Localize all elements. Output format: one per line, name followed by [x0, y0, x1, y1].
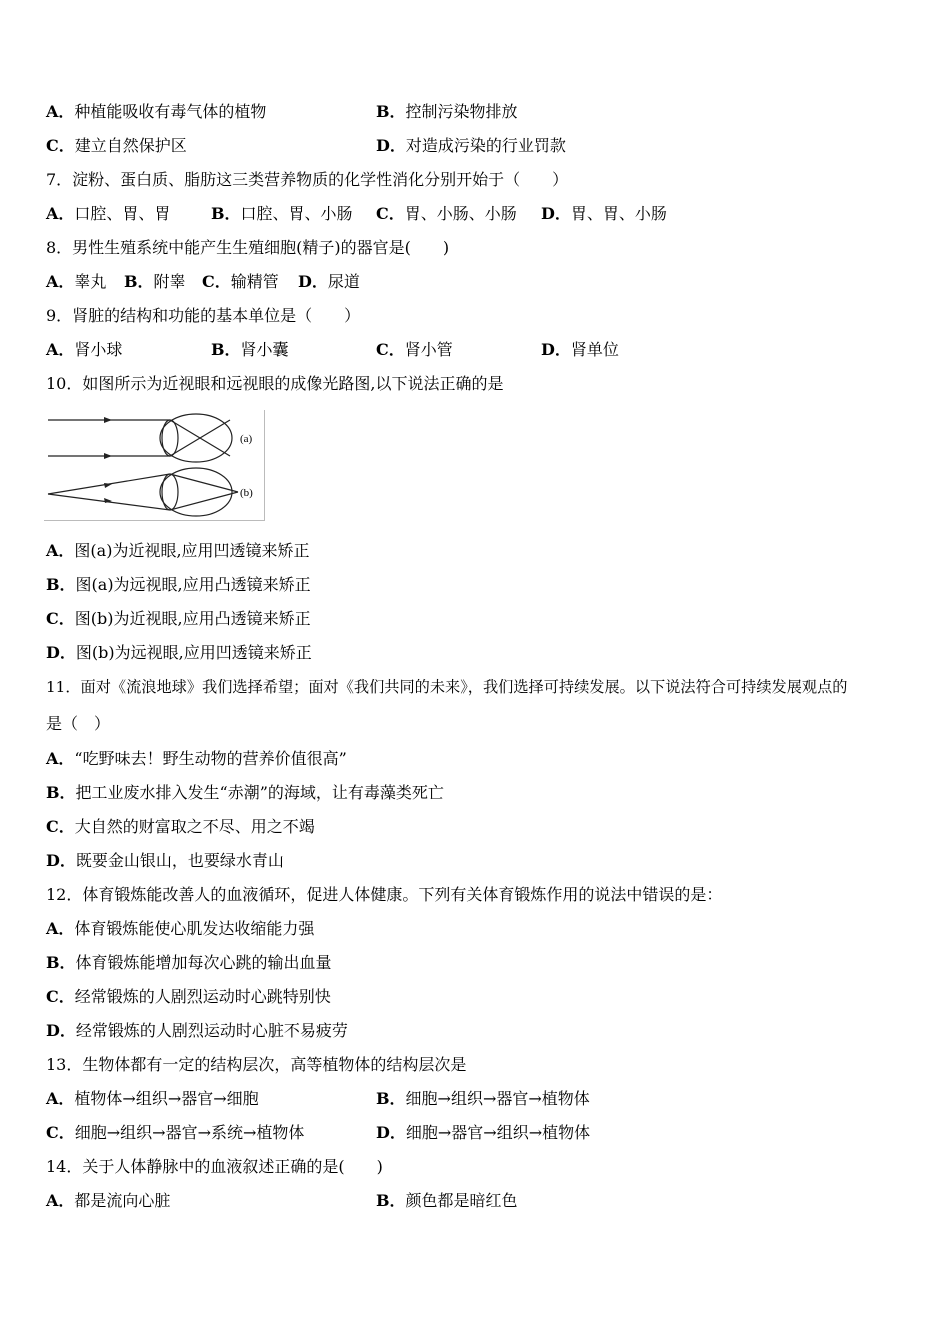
q11-stem-line1: 11．面对《流浪地球》我们选择希望；面对《我们共同的未来》，我们选择可持续发展。以下说法符合可持续发展观点的	[46, 678, 848, 696]
eye-diagram-svg	[44, 410, 264, 520]
label-b: (b)	[240, 487, 253, 499]
q13-option-d: D．细胞→器官→组织→植物体	[376, 1123, 591, 1142]
q7-option-b: B．口腔、胃、小肠	[211, 204, 353, 223]
q6-option-a: A．种植能吸收有毒气体的植物	[46, 102, 267, 121]
q7-option-d: D．胃、胃、小肠	[541, 204, 667, 223]
q9-option-c: C．肾小管	[376, 340, 453, 359]
q8-stem: 8．男性生殖系统中能产生生殖细胞(精子)的器官是( )	[46, 238, 450, 257]
q13-option-b: B．细胞→组织→器官→植物体	[376, 1089, 590, 1108]
eyeball-a	[160, 414, 232, 462]
q6-option-c: C．建立自然保护区	[46, 136, 187, 155]
q9-stem: 9．肾脏的结构和功能的基本单位是（ ）	[46, 306, 361, 325]
q12-option-c: C．经常锻炼的人剧烈运动时心跳特别快	[46, 987, 331, 1006]
q6-option-b: B．控制污染物排放	[376, 102, 518, 121]
eye-optics-diagram	[44, 410, 265, 521]
q10-option-b: B．图(a)为远视眼,应用凸透镜来矫正	[46, 575, 311, 594]
q6-option-d: D．对造成污染的行业罚款	[376, 136, 566, 155]
q11-stem-line2: 是（ ）	[46, 714, 111, 733]
q7-option-a: A．口腔、胃、胃	[46, 204, 171, 223]
label-a: (a)	[240, 433, 253, 445]
q9-option-b: B．肾小囊	[211, 340, 289, 359]
q11-option-a: A．“吃野味去！野生动物的营养价值很高”	[46, 749, 347, 768]
q10-option-a: A．图(a)为近视眼,应用凹透镜来矫正	[46, 541, 310, 560]
q9-option-a: A．肾小球	[46, 340, 123, 359]
q12-stem: 12．体育锻炼能改善人的血液循环，促进人体健康。下列有关体育锻炼作用的说法中错误的是：	[46, 885, 723, 904]
q8-option-c: C．输精管	[202, 272, 279, 291]
q12-option-b: B．体育锻炼能增加每次心跳的输出血量	[46, 953, 332, 972]
q11-option-c: C．大自然的财富取之不尽、用之不竭	[46, 817, 315, 836]
ray-b-bottom	[48, 494, 170, 510]
q14-option-b: B．颜色都是暗红色	[376, 1191, 518, 1210]
q12-option-a: A．体育锻炼能使心肌发达收缩能力强	[46, 919, 315, 938]
arrow-a-bottom	[104, 453, 112, 459]
q10-stem: 10．如图所示为近视眼和远视眼的成像光路图,以下说法正确的是	[46, 374, 504, 393]
q11-option-b: B．把工业废水排入发生“赤潮”的海域，让有毒藻类死亡	[46, 783, 444, 802]
q13-option-c: C．细胞→组织→器官→系统→植物体	[46, 1123, 305, 1142]
arrow-a-top	[104, 417, 112, 423]
q9-option-d: D．肾单位	[541, 340, 619, 359]
q13-option-a: A．植物体→组织→器官→细胞	[46, 1089, 259, 1108]
q14-option-a: A．都是流向心脏	[46, 1191, 171, 1210]
q7-option-c: C．胃、小肠、小肠	[376, 204, 517, 223]
q10-option-d: D．图(b)为远视眼,应用凹透镜来矫正	[46, 643, 312, 662]
q10-option-c: C．图(b)为近视眼,应用凸透镜来矫正	[46, 609, 311, 628]
q8-option-d: D．尿道	[298, 272, 360, 291]
eyeball-b	[160, 468, 232, 516]
q13-stem: 13．生物体都有一定的结构层次，高等植物体的结构层次是	[46, 1055, 467, 1074]
q12-option-d: D．经常锻炼的人剧烈运动时心脏不易疲劳	[46, 1021, 348, 1040]
ray-b-converge-1	[170, 474, 238, 492]
lens-b	[162, 474, 178, 510]
q14-stem: 14．关于人体静脉中的血液叙述正确的是( )	[46, 1157, 383, 1176]
q8-option-b: B．附睾	[124, 272, 186, 291]
ray-b-converge-2	[170, 492, 238, 510]
q11-option-d: D．既要金山银山，也要绿水青山	[46, 851, 284, 870]
q8-option-a: A．睾丸	[46, 272, 107, 291]
q7-stem: 7．淀粉、蛋白质、脂肪这三类营养物质的化学性消化分别开始于（ ）	[46, 170, 569, 189]
lens-a	[162, 420, 178, 456]
